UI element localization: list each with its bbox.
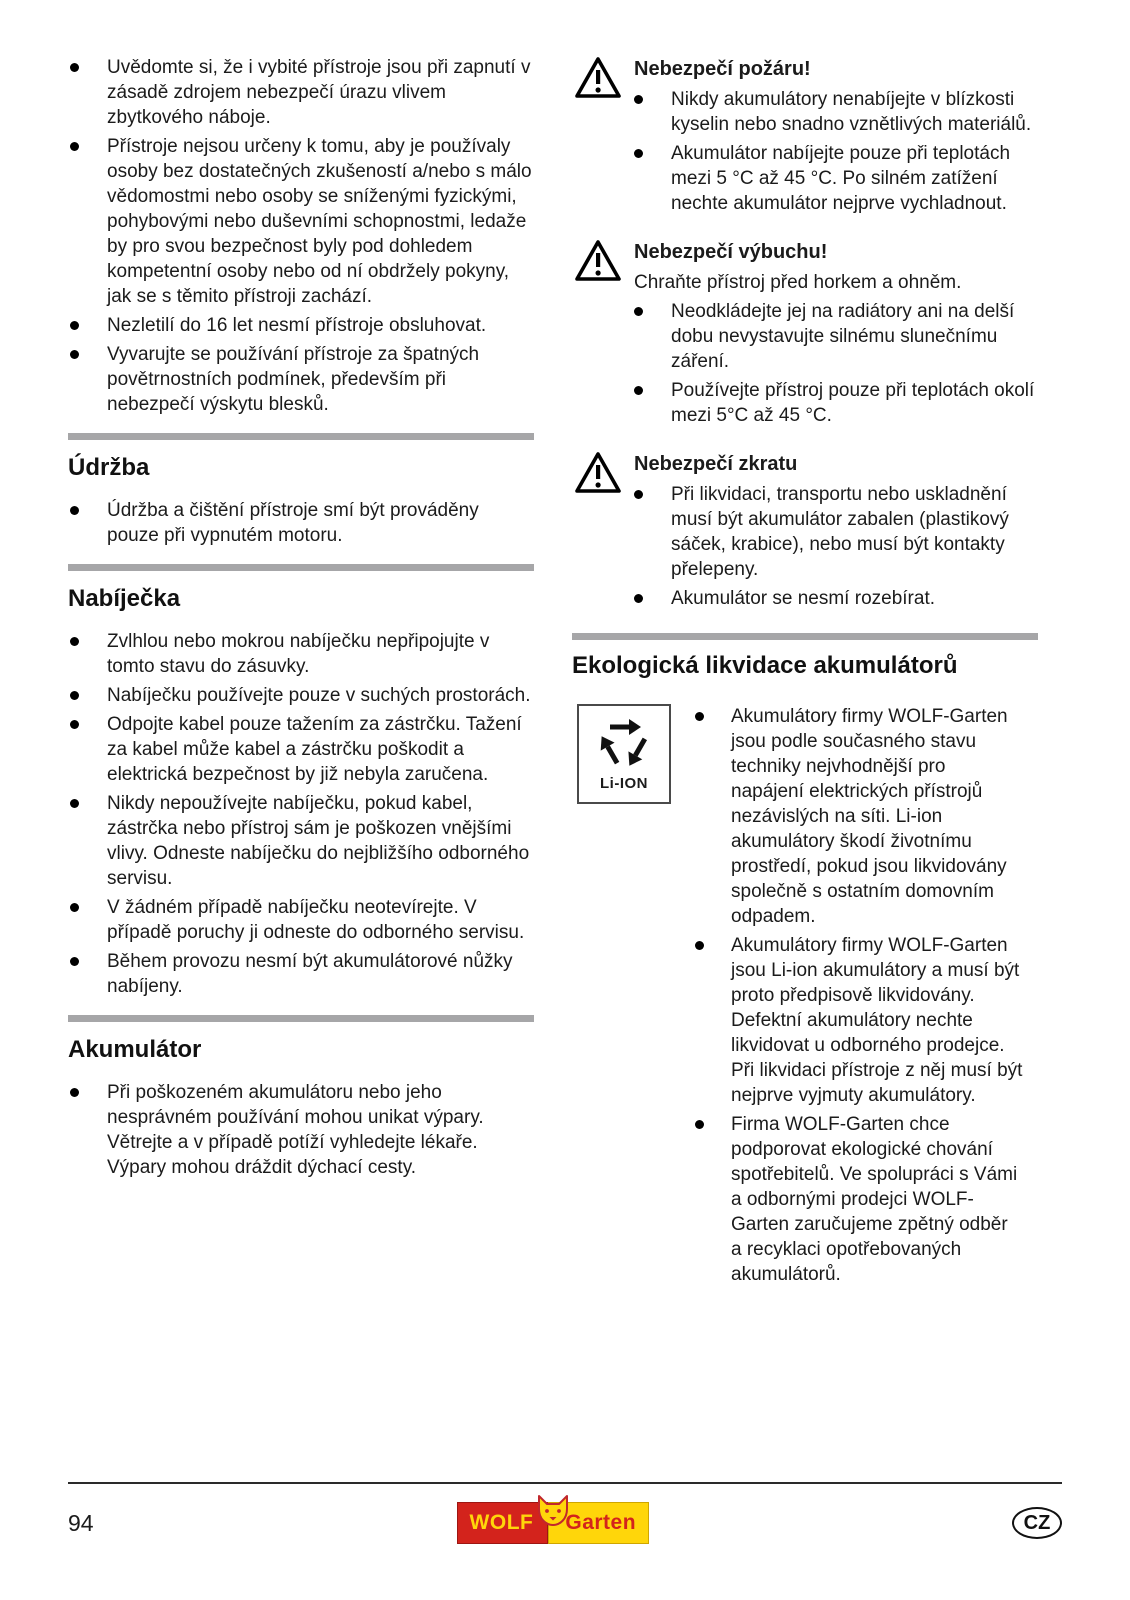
list-item (634, 482, 1038, 582)
section-bullet-list (68, 629, 534, 999)
warning-title: Nebezpečí požáru! (634, 58, 811, 80)
bullet-icon (634, 95, 643, 104)
warning-intro-text: Chraňte přístroj před horkem a ohněm. (634, 272, 962, 293)
warning-triangle-icon (574, 55, 622, 106)
list-item (68, 55, 534, 130)
bullet-icon (634, 490, 643, 499)
list-item-text: Nezletilí do 16 let nesmí přístroje obsluhovat. (107, 315, 487, 336)
list-item (68, 134, 534, 309)
warning-triangle-icon (574, 238, 622, 289)
list-item (693, 933, 1023, 1108)
footer-row (68, 1494, 1062, 1552)
warning-triangle-icon (574, 450, 622, 501)
section-title: Akumulátor (68, 1036, 202, 1063)
bullet-icon (70, 720, 79, 729)
page-number: 94 (68, 1509, 94, 1536)
list-item-text: Při likvidaci, transportu nebo uskladnění musí být akumulátor zabalen (plastikový sáček, krabice), nebo musí být kontakty přelepeny. (671, 484, 1009, 580)
bullet-icon (70, 957, 79, 966)
bullet-icon (634, 307, 643, 316)
bullet-icon (70, 903, 79, 912)
warning-content (634, 450, 1038, 611)
bullet-icon (70, 63, 79, 72)
list-item-text: Neodkládejte jej na radiátory ani na delší dobu nevystavujte silnému slunečnímu záření. (671, 301, 1015, 372)
list-item (634, 141, 1038, 216)
section-bullet-list (68, 498, 534, 548)
list-item-text: Akumulátor se nesmí rozebírat. (671, 588, 935, 609)
section-divider-bar (68, 433, 534, 440)
list-item (693, 1112, 1023, 1287)
logo-garten-text: Garten (548, 1502, 649, 1544)
list-item (634, 299, 1038, 374)
section-charger (68, 564, 534, 999)
list-item-text: Akumulátory firmy WOLF-Garten jsou Li-ion akumulátory a musí být proto předpisově likvidovány. Defektní akumulátory nechte likvidovat u odborného prodejce. Při likvidaci přístroje z něj musí být nejprve vyjmuty akumulátory. (731, 935, 1023, 1106)
section-title: Ekologická likvidace akumulátorů (572, 652, 958, 679)
warning-bullet-list (634, 299, 1038, 428)
list-item (68, 498, 534, 548)
section-title: Nabíječka (68, 585, 181, 612)
two-column-layout (68, 55, 1062, 1291)
logo-wolf-text: WOLF (457, 1502, 549, 1544)
warning-bullet-list (634, 87, 1038, 216)
list-item (68, 895, 534, 945)
bullet-icon (70, 506, 79, 515)
list-item (634, 378, 1038, 428)
list-item-text: Uvědomte si, že i vybité přístroje jsou při zapnutí v zásadě zdrojem nebezpečí úrazu vlivem zbytkového náboje. (107, 57, 531, 128)
bullet-icon (634, 386, 643, 395)
left-column (68, 55, 534, 1291)
bullet-icon (70, 691, 79, 700)
warning-title: Nebezpečí zkratu (634, 453, 798, 475)
warning-short-circuit (572, 450, 1038, 611)
list-item-text: V žádném případě nabíječku neotevírejte. V případě poruchy ji odneste do odborného servisu. (107, 897, 525, 943)
list-item (68, 712, 534, 787)
recycle-icon (593, 716, 655, 773)
section-battery (68, 1015, 534, 1180)
list-item (68, 629, 534, 679)
list-item (68, 949, 534, 999)
bullet-icon (70, 799, 79, 808)
bullet-icon (70, 1088, 79, 1097)
list-item (634, 586, 1038, 611)
bullet-icon (70, 321, 79, 330)
section-maintenance (68, 433, 534, 548)
language-badge: CZ (1012, 1507, 1062, 1539)
list-item (68, 683, 534, 708)
list-item (693, 704, 1023, 929)
list-item (68, 313, 534, 338)
page-footer (68, 1482, 1062, 1552)
list-item-text: Odpojte kabel pouze tažením za zástrčku. Tažení za kabel může kabel a zástrčku poškodit a elektrická bezpečnost by již nebyla zaručena. (107, 714, 522, 785)
eco-body (572, 704, 1038, 1291)
list-item (68, 791, 534, 891)
bullet-icon (695, 1120, 704, 1129)
bullet-icon (695, 712, 704, 721)
list-item-text: Nikdy nepoužívejte nabíječku, pokud kabel, zástrčka nebo přístroj sám je poškozen vnějšími vlivy. Odneste nabíječku do nejbližšího odborného servisu. (107, 793, 530, 889)
bullet-icon (695, 941, 704, 950)
eco-bullet-list (693, 704, 1023, 1291)
section-divider-bar (68, 1015, 534, 1022)
section-divider-bar (68, 564, 534, 571)
right-column (572, 55, 1038, 1291)
list-item-text: Používejte přístroj pouze při teplotách okolí mezi 5°C až 45 °C. (671, 380, 1035, 426)
list-item-text: Přístroje nejsou určeny k tomu, aby je používaly osoby bez dostatečných zkušeností a/nebo s málo vědomostmi nebo osoby se sníženými fyzickými, pohybovými nebo duševními schopnostmi, ledaže by pro svou bezpečnost byly pod dohledem kompetentní osoby nebo od ní obdržely pokyny, jak se s těmito přístroji zachází. (107, 136, 532, 307)
bullet-icon (634, 149, 643, 158)
warning-content (634, 55, 1038, 216)
bullet-icon (70, 637, 79, 646)
bullet-icon (634, 594, 643, 603)
list-item-text: Zvlhlou nebo mokrou nabíječku nepřipojujte v tomto stavu do zásuvky. (107, 631, 490, 677)
warning-content (634, 238, 1038, 428)
section-eco-disposal (572, 633, 1038, 1291)
section-bullet-list (68, 1080, 534, 1180)
bullet-icon (70, 142, 79, 151)
wolf-garten-logo (457, 1502, 650, 1544)
list-item-text: Při poškozeném akumulátoru nebo jeho nesprávném používání mohou unikat výpary. Větrejte a v případě potíží vyhledejte lékaře. Výpary mohou dráždit dýchací cesty. (107, 1082, 484, 1178)
warning-explosion (572, 238, 1038, 428)
bullet-icon (70, 350, 79, 359)
list-item-text: Akumulátory firmy WOLF-Garten jsou podle současného stavu techniky nejvhodnější pro napájení elektrických přístrojů nezávislých na síti. Li-ion akumulátory škodí životnímu prostředí, pokud jsou likvidovány společně s ostatním domovním odpadem. (731, 706, 1008, 927)
warning-bullet-list (634, 482, 1038, 611)
list-item (634, 87, 1038, 137)
section-divider-bar (572, 633, 1038, 640)
warning-title: Nebezpečí výbuchu! (634, 241, 828, 263)
intro-bullet-list (68, 55, 534, 417)
fox-icon (535, 1494, 571, 1531)
section-title: Údržba (68, 454, 150, 481)
list-item-text: Vyvarujte se používání přístroje za špatných povětrnostních podmínek, především při nebezpečí výskytu blesků. (107, 344, 480, 415)
list-item-text: Nikdy akumulátory nenabíjejte v blízkosti kyselin nebo snadno vznětlivých materiálů. (671, 89, 1032, 135)
liion-label: Li-ION (600, 775, 648, 792)
warning-fire (572, 55, 1038, 216)
list-item (68, 1080, 534, 1180)
list-item-text: Firma WOLF-Garten chce podporovat ekologické chování spotřebitelů. Ve spolupráci s Vámi a odbornými prodejci WOLF-Garten zaručujeme zpětný odběr a recyklaci opotřebovaných akumulátorů. (731, 1114, 1018, 1285)
list-item-text: Akumulátor nabíjejte pouze při teplotách mezi 5 °C až 45 °C. Po silném zatížení nechte akumulátor nejprve vychladnout. (671, 143, 1011, 214)
list-item-text: Během provozu nesmí být akumulátorové nůžky nabíjeny. (107, 951, 513, 997)
liion-battery-badge (577, 704, 671, 804)
list-item-text: Údržba a čištění přístroje smí být prováděny pouze při vypnutém motoru. (107, 500, 479, 546)
footer-divider (68, 1482, 1062, 1484)
list-item (68, 342, 534, 417)
list-item-text: Nabíječku používejte pouze v suchých prostorách. (107, 685, 531, 706)
